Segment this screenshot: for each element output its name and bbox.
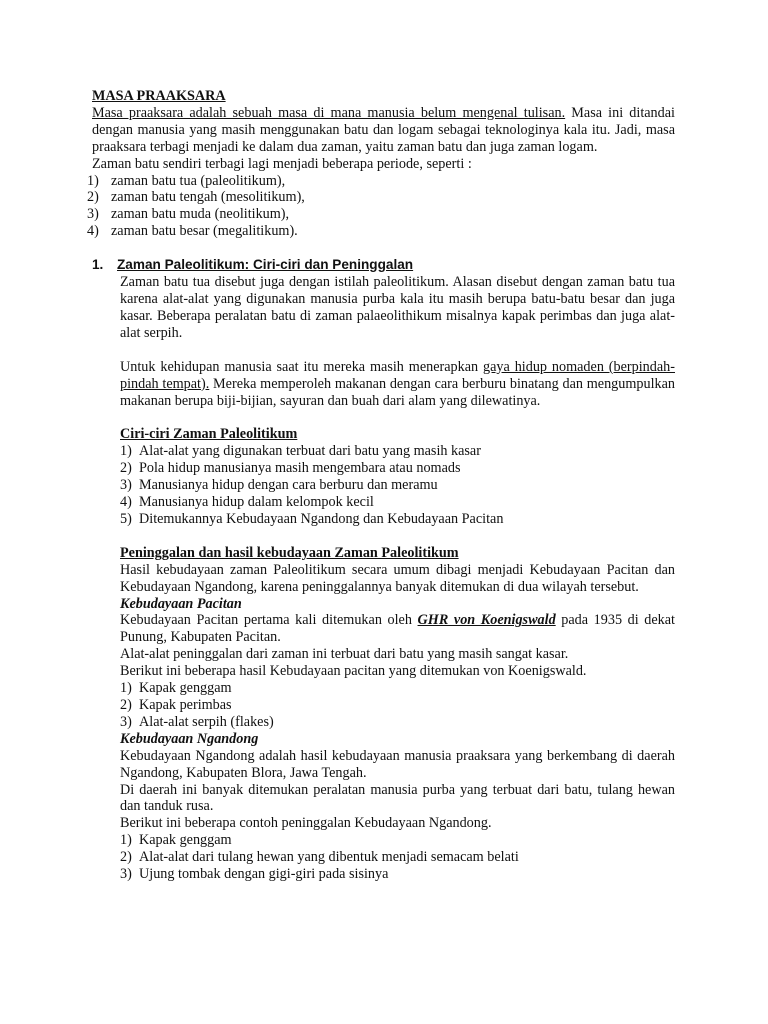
periods-list — [87, 173, 675, 241]
list-item: 2) zaman batu tengah (mesolitikum), — [87, 189, 305, 206]
stone-age-intro: Zaman batu sendiri terbagi lagi menjadi beberapa periode, seperti : — [92, 155, 472, 172]
list-item: 3) Alat-alat serpih (flakes) — [120, 713, 274, 730]
list-item: 5) Ditemukannya Kebudayaan Ngandong dan Kebudayaan Pacitan — [120, 510, 504, 527]
paleolithic-paragraph-2: Untuk kehidupan manusia saat itu mereka masih menerapkan gaya hidup nomaden (berpindah-pindah tempat). Mereka memperoleh makanan dengan cara berburu binatang dan mengumpulkan makanan berupa biji-bijian, sayuran dan buah dari alam yang dilewatinya. — [120, 358, 676, 409]
document-content — [87, 88, 676, 883]
ngandong-list — [120, 832, 675, 883]
pacitan-paragraph-2: Alat-alat peninggalan dari zaman ini terbuat dari batu yang masih sangat kasar. — [120, 646, 569, 663]
koenigswald-link[interactable]: GHR von Koenigswald — [417, 612, 556, 629]
list-item: 3) zaman batu muda (neolitikum), — [87, 206, 290, 223]
list-item: 3) Manusianya hidup dengan cara berburu dan meramu — [120, 477, 438, 494]
list-item: 2) Kapak perimbas — [120, 697, 232, 713]
pacitan-paragraph-1: Kebudayaan Pacitan pertama kali ditemukan oleh GHR von Koenigswald pada 1935 di dekat Punung, Kabupaten Pacitan. — [120, 612, 675, 646]
list-item: 1) Kapak genggam — [120, 832, 232, 849]
pacitan-heading: Kebudayaan Pacitan — [120, 595, 242, 612]
pacitan-list — [120, 680, 675, 731]
ngandong-paragraph-3: Berikut ini beberapa contoh peninggalan Kebudayaan Ngandong. — [120, 815, 492, 832]
intro-paragraph — [92, 105, 675, 156]
list-item: 2) Alat-alat dari tulang hewan yang dibentuk menjadi semacam belati — [120, 849, 519, 866]
pacitan-paragraph-3: Berikut ini beberapa hasil Kebudayaan pacitan yang ditemukan von Koenigswald. — [120, 663, 587, 680]
ciri-list — [120, 443, 675, 528]
ciri-heading: Ciri-ciri Zaman Paleolitikum — [120, 426, 298, 443]
section-1-body — [120, 274, 675, 883]
list-item: 1) zaman batu tua (paleolitikum), — [87, 172, 286, 189]
intro-underlined: Masa praaksara adalah sebuah masa di mana manusia belum mengenal tulisan. — [92, 104, 566, 121]
list-item: 4) zaman batu besar (megalitikum). — [87, 223, 298, 240]
list-item: 1) Kapak genggam — [120, 680, 232, 697]
section-1-heading: 1. Zaman Paleolitikum: Ciri-ciri dan Peninggalan — [92, 257, 414, 273]
ngandong-paragraph-1: Kebudayaan Ngandong adalah hasil kebudayaan manusia praaksara yang berkembang di daerah Ngandong, Kabupaten Blora, Jawa Tengah. — [120, 747, 675, 781]
list-item: 2) Pola hidup manusianya masih mengembara atau nomads — [120, 460, 461, 477]
ngandong-paragraph-2: Di daerah ini banyak ditemukan peralatan manusia purba yang terbuat dari batu, tulang hewan dan tanduk rusa. — [120, 781, 675, 815]
paleolithic-paragraph-1: Zaman batu tua disebut juga dengan istilah paleolitikum. Alasan disebut dengan zaman batu tua karena alat-alat yang digunakan manusia purba kala itu masih berupa batu-batu besar dan juga kasar. Beberapa peralatan batu di zaman palaeolithikum misalnya kapak perimbas dan juga alat-alat serpih. — [120, 274, 675, 341]
list-item: 1) Alat-alat yang digunakan terbuat dari batu yang masih kasar — [120, 443, 481, 460]
peninggalan-paragraph: Hasil kebudayaan zaman Paleolitikum secara umum dibagi menjadi Kebudayaan Pacitan dan Kebudayaan Ngandong, karena peninggalannya banyak ditemukan di dua wilayah tersebut. — [120, 561, 675, 595]
ngandong-heading: Kebudayaan Ngandong — [120, 730, 259, 747]
list-item: 3) Ujung tombak dengan gigi-giri pada sisinya — [120, 866, 389, 883]
peninggalan-heading: Peninggalan dan hasil kebudayaan Zaman Paleolitikum — [120, 544, 459, 561]
list-item: 4) Manusianya hidup dalam kelompok kecil — [120, 494, 374, 511]
intro-rest: Masa ini ditandai dengan manusia yang masih menggunakan batu dan logam sebagai teknologinya kala itu. Jadi, masa praaksara terbagi menjadi ke dalam dua zaman, yaitu zaman batu dan juga zaman logam. — [92, 104, 675, 155]
doc-title: MASA PRAAKSARA — [92, 88, 226, 104]
